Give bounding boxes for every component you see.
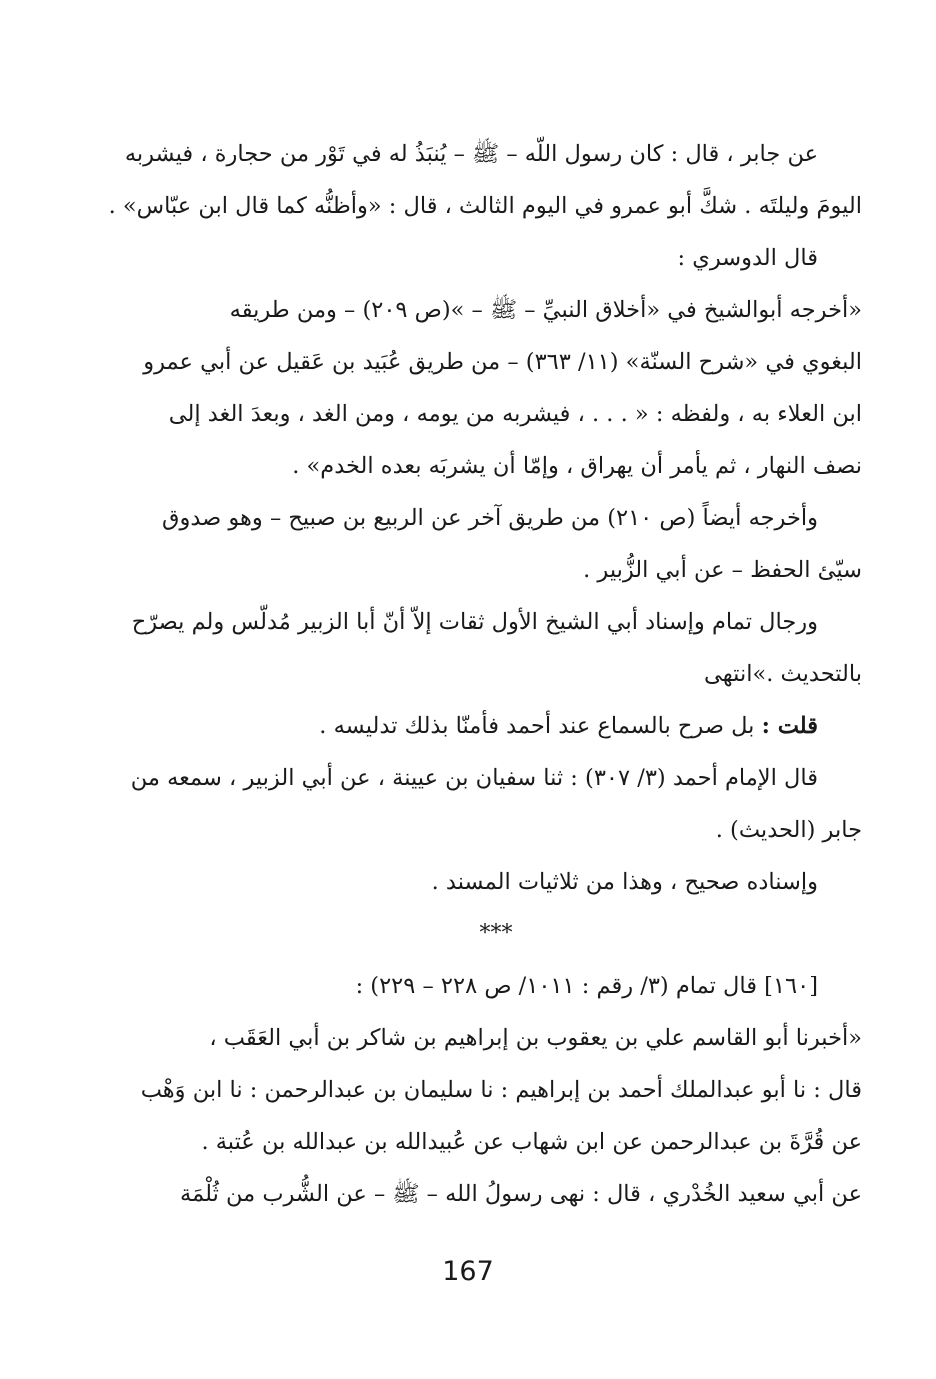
text-line: بالتحديث .»انتهى xyxy=(704,661,862,687)
text-line: اليومَ وليلتَه . شكَّ أبو عمرو في اليوم الثالث ، قال : «وأظنُّه كما قال ابن عبّاس» . xyxy=(108,193,862,219)
text-line: البغوي في «شرح السنّة» (١١/ ٣٦٣) – من طريق عُبَيد بن عَقيل عن أبي عمرو xyxy=(143,349,862,375)
text-line: ابن العلاء به ، ولفظه : « . . . ، فيشربه من يومه ، ومن الغد ، وبعدَ الغد إلى xyxy=(168,401,862,427)
text-line: عن قُرَّةَ بن عبدالرحمن عن ابن شهاب عن عُبيدالله بن عبدالله بن عُتبة . xyxy=(201,1129,862,1155)
text-line: وإسناده صحيح ، وهذا من ثلاثيات المسند . xyxy=(431,869,818,895)
text-line: عن أبي سعيد الخُدْري ، قال : نهى رسولُ الله – ﷺ – عن الشُّرب من ثُلْمَة xyxy=(180,1181,862,1207)
section-separator: *** xyxy=(479,921,513,946)
text-line: قال الإمام أحمد (٣/ ٣٠٧) : ثنا سفيان بن عيينة ، عن أبي الزبير ، سمعه من xyxy=(130,765,818,791)
text-line: «أخرجه أبوالشيخ في «أخلاق النبيِّ – ﷺ – »(ص ٢٠٩) – ومن طريقه xyxy=(229,297,862,323)
text-line: قال : نا أبو عبدالملك أحمد بن إبراهيم : نا سليمان بن عبدالرحمن : نا ابن وَهْب xyxy=(140,1077,862,1103)
text-line: وأخرجه أيضاً (ص ٢١٠) من طريق آخر عن الربيع بن صبيح – وهو صدوق xyxy=(162,505,818,531)
qult-label: قلت : xyxy=(761,713,818,739)
text-line: سيّئ الحفظ – عن أبي الزُّبير . xyxy=(583,557,862,583)
page-body xyxy=(80,128,862,1220)
text-line: «أخبرنا أبو القاسم علي بن يعقوب بن إبراهيم بن شاكر بن أبي العَقَب ، xyxy=(209,1025,862,1051)
page-number: 167 xyxy=(442,1256,494,1287)
qult-line xyxy=(80,700,862,752)
qult-text: بل صرح بالسماع عند أحمد فأمنّا بذلك تدليسه . xyxy=(319,713,755,739)
text-line: قال الدوسري : xyxy=(677,245,818,271)
hadith-heading: [١٦٠] قال تمام (٣/ رقم : ١٠١١/ ص ٢٢٨ – ٢٢٩) : xyxy=(355,973,818,999)
text-line: عن جابر ، قال : كان رسول اللّه – ﷺ – يُنبَذُ له في تَوْر من حجارة ، فيشربه xyxy=(124,141,818,167)
text-line: نصف النهار ، ثم يأمر أن يهراق ، وإمّا أن يشربَه بعده الخدم» . xyxy=(292,453,862,479)
text-line: جابر (الحديث) . xyxy=(715,817,862,843)
text-line: ورجال تمام وإسناد أبي الشيخ الأول ثقات إلاّ أنّ أبا الزبير مُدلّس ولم يصرّح xyxy=(131,609,818,635)
